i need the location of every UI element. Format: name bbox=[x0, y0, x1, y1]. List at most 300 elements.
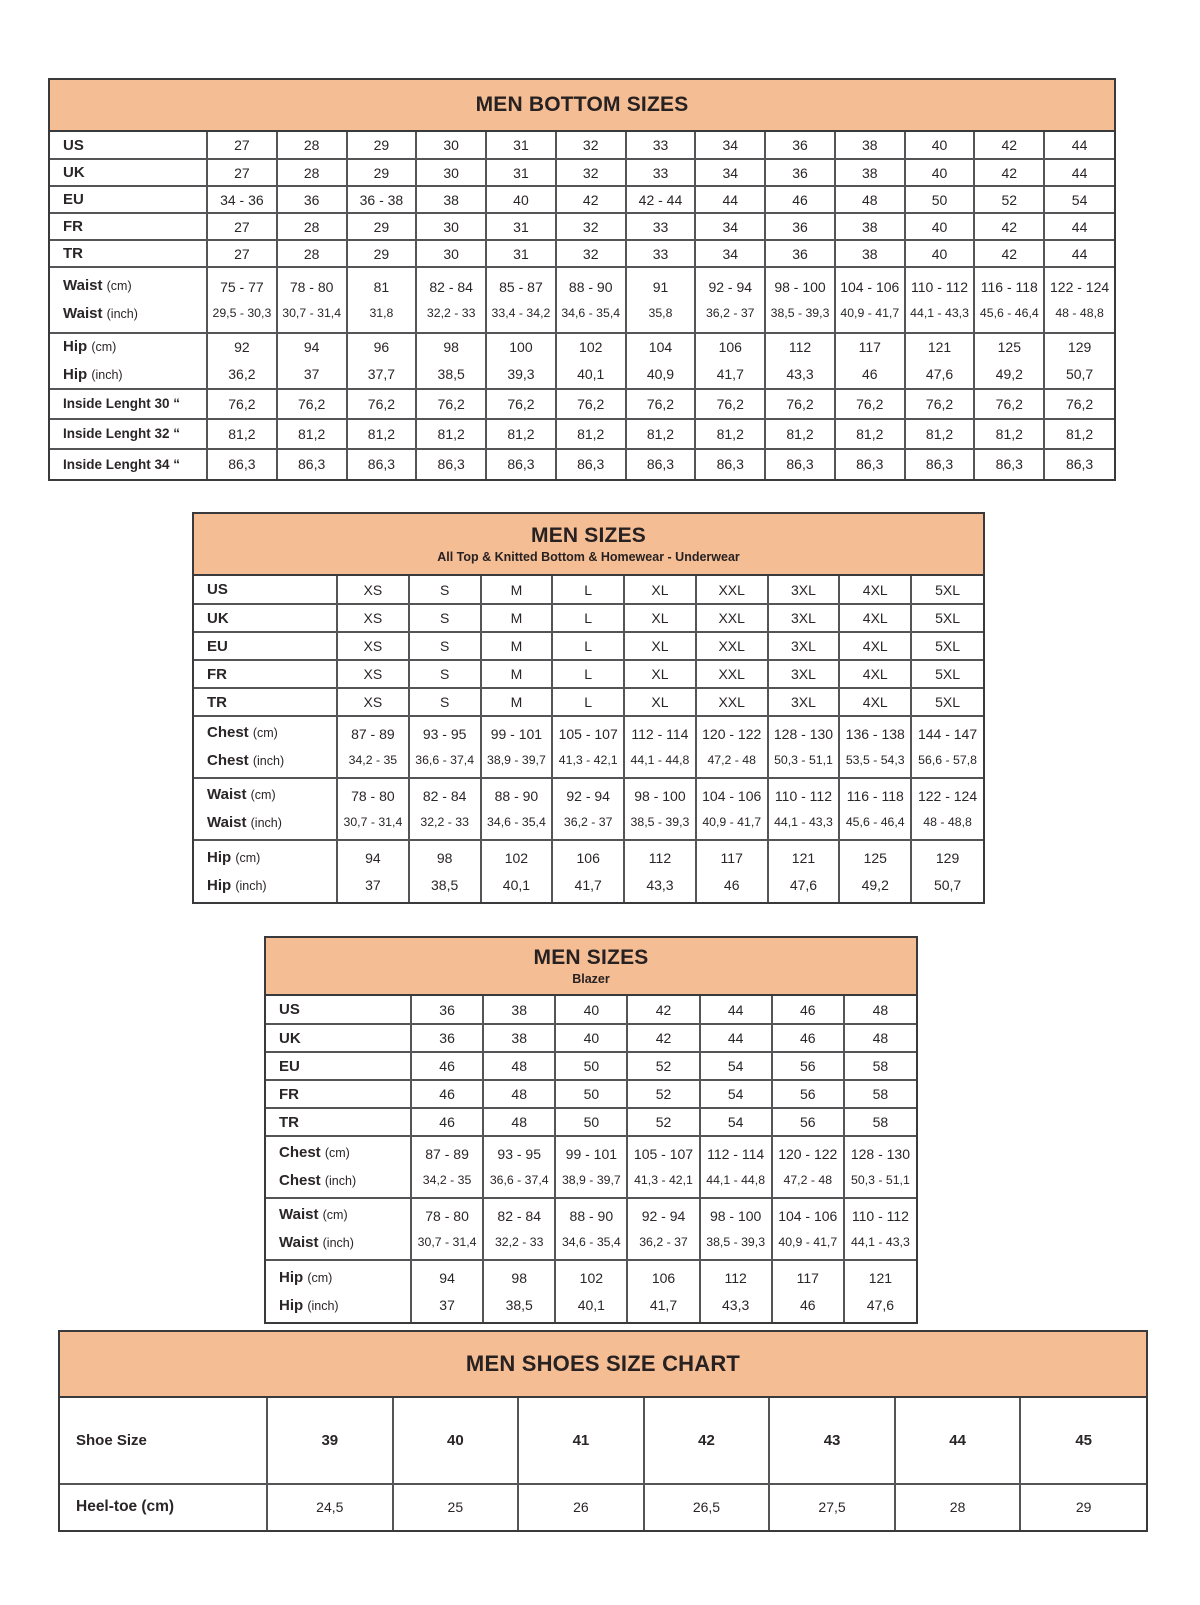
cell: 30 bbox=[416, 213, 486, 240]
cell bbox=[393, 1484, 519, 1530]
table-row bbox=[266, 1260, 916, 1322]
cell bbox=[626, 449, 696, 479]
cell: L bbox=[552, 660, 624, 688]
row-label-unit: (inch) bbox=[252, 754, 285, 768]
cell-value: 44,1 - 44,8 bbox=[630, 752, 690, 767]
cell bbox=[552, 778, 624, 840]
cell bbox=[207, 333, 277, 389]
cell-value: 34,2 - 35 bbox=[348, 752, 398, 767]
cell: 46 bbox=[411, 1080, 483, 1108]
cell-value: 43,3 bbox=[722, 1296, 750, 1313]
table-header bbox=[266, 938, 916, 996]
cell-value: 105 - 107 bbox=[633, 1146, 694, 1163]
cell: 44 bbox=[695, 186, 765, 213]
cell-value: 37,7 bbox=[367, 366, 396, 382]
cell-value: 86,3 bbox=[367, 456, 396, 473]
cell-value: 112 bbox=[648, 849, 672, 866]
cell-value: 36,2 - 37 bbox=[639, 1234, 688, 1249]
cell-value: 93 - 95 bbox=[497, 1146, 541, 1163]
row-label-text: Hip bbox=[207, 876, 232, 894]
cell-value: 30,7 - 31,4 bbox=[417, 1234, 477, 1249]
cell-value: 29,5 - 30,3 bbox=[212, 305, 272, 320]
cell-value: 50,3 - 51,1 bbox=[851, 1172, 910, 1187]
cell-value: 34,6 - 35,4 bbox=[561, 1234, 621, 1249]
cell bbox=[416, 449, 486, 479]
table-row bbox=[50, 333, 1114, 389]
cell-value: 81,2 bbox=[228, 425, 256, 442]
row-label-text: Hip bbox=[207, 848, 232, 866]
cell: 48 bbox=[835, 186, 905, 213]
cell: 58 bbox=[844, 1052, 916, 1080]
cell: XXL bbox=[696, 632, 768, 660]
cell bbox=[1044, 449, 1114, 479]
row-label-unit: (inch) bbox=[106, 307, 138, 321]
table-row bbox=[194, 632, 983, 660]
cell-value: 117 bbox=[796, 1269, 819, 1286]
cell-value: 81,2 bbox=[298, 425, 326, 442]
cell-value: 28 bbox=[949, 1499, 966, 1516]
cell-value: 92 - 94 bbox=[641, 1208, 686, 1225]
cell: 40 bbox=[555, 996, 627, 1024]
row-label: FR bbox=[50, 213, 207, 240]
cell bbox=[481, 716, 553, 778]
cell bbox=[839, 840, 911, 902]
cell: 40 bbox=[905, 159, 975, 186]
cell-value: 46 bbox=[861, 366, 878, 382]
cell-value: 86,3 bbox=[925, 456, 954, 473]
cell: 27 bbox=[207, 132, 277, 159]
cell-value: 41,7 bbox=[649, 1296, 678, 1313]
men-sizes-blazer-table bbox=[264, 936, 918, 1324]
cell bbox=[552, 840, 624, 902]
cell-value: 86,3 bbox=[995, 456, 1023, 473]
cell: 3XL bbox=[768, 604, 840, 632]
cell bbox=[911, 840, 983, 902]
cell-value: 76,2 bbox=[228, 395, 256, 412]
cell: 31 bbox=[486, 132, 556, 159]
cell-value: 120 - 122 bbox=[778, 1146, 838, 1163]
row-label bbox=[266, 1260, 411, 1322]
cell-value: 53,5 - 54,3 bbox=[845, 752, 905, 767]
cell: 34 bbox=[695, 159, 765, 186]
cell-value: 86,3 bbox=[786, 456, 814, 473]
cell: 44 bbox=[895, 1398, 1021, 1484]
cell-value: 106 bbox=[718, 339, 742, 356]
cell: 34 bbox=[695, 240, 765, 267]
cell: XS bbox=[337, 688, 409, 716]
row-label: FR bbox=[266, 1080, 411, 1108]
cell: 33 bbox=[626, 132, 696, 159]
cell: 29 bbox=[347, 159, 417, 186]
cell: M bbox=[481, 632, 553, 660]
row-label: UK bbox=[194, 604, 337, 632]
cell: 43 bbox=[769, 1398, 895, 1484]
table-title: MEN BOTTOM SIZES bbox=[475, 93, 689, 117]
cell: 28 bbox=[277, 132, 347, 159]
cell bbox=[207, 449, 277, 479]
cell: 27 bbox=[207, 159, 277, 186]
cell-value: 92 - 94 bbox=[708, 279, 753, 296]
cell bbox=[552, 716, 624, 778]
cell-value: 94 bbox=[439, 1269, 455, 1286]
size-table bbox=[50, 132, 1114, 479]
table-row bbox=[50, 267, 1114, 333]
cell: 38 bbox=[835, 240, 905, 267]
cell-value: 38,5 bbox=[437, 366, 465, 382]
row-label-unit: (inch) bbox=[324, 1174, 357, 1188]
cell bbox=[556, 267, 626, 333]
cell-value: 94 bbox=[365, 849, 381, 866]
cell-value: 29 bbox=[1075, 1499, 1092, 1516]
cell: 52 bbox=[974, 186, 1044, 213]
cell bbox=[1044, 389, 1114, 419]
cell: XL bbox=[624, 688, 696, 716]
row-label bbox=[50, 389, 207, 419]
cell: 36 bbox=[411, 996, 483, 1024]
cell bbox=[974, 267, 1044, 333]
cell-value: 41,7 bbox=[574, 876, 602, 893]
cell bbox=[277, 267, 347, 333]
row-label-unit: (cm) bbox=[91, 340, 117, 355]
cell-value: 76,2 bbox=[298, 395, 326, 412]
cell-value: 48 - 48,8 bbox=[1055, 305, 1104, 320]
cell-value: 86,3 bbox=[856, 456, 884, 473]
cell-value: 75 - 77 bbox=[220, 279, 264, 296]
cell: 48 bbox=[483, 1108, 555, 1136]
cell: 44 bbox=[1044, 132, 1114, 159]
cell-value: 128 - 130 bbox=[773, 726, 834, 743]
cell: 34 bbox=[695, 213, 765, 240]
cell-value: 56,6 - 57,8 bbox=[918, 752, 977, 767]
cell bbox=[486, 267, 556, 333]
cell-value: 33,4 - 34,2 bbox=[491, 305, 551, 320]
cell: M bbox=[481, 604, 553, 632]
cell: 38 bbox=[835, 159, 905, 186]
cell bbox=[772, 1198, 844, 1260]
row-label bbox=[50, 449, 207, 479]
cell bbox=[768, 716, 840, 778]
table-row bbox=[50, 419, 1114, 449]
cell bbox=[765, 419, 835, 449]
table-row bbox=[60, 1484, 1146, 1530]
cell: 4XL bbox=[839, 576, 911, 604]
row-label-unit: (cm) bbox=[235, 850, 261, 865]
table-row bbox=[50, 449, 1114, 479]
cell bbox=[696, 778, 768, 840]
cell-value: 27,5 bbox=[818, 1499, 846, 1516]
cell: 44 bbox=[700, 1024, 772, 1052]
cell bbox=[974, 419, 1044, 449]
row-label: US bbox=[194, 576, 337, 604]
cell-value: 112 bbox=[788, 339, 812, 356]
cell-value: 136 - 138 bbox=[845, 726, 905, 743]
cell: 42 bbox=[556, 186, 626, 213]
cell bbox=[626, 333, 696, 389]
cell bbox=[207, 389, 277, 419]
cell-value: 38,9 - 39,7 bbox=[561, 1172, 621, 1187]
cell-value: 40,9 - 41,7 bbox=[778, 1234, 838, 1249]
cell bbox=[337, 840, 409, 902]
cell-value: 50,3 - 51,1 bbox=[774, 752, 833, 767]
row-label: FR bbox=[194, 660, 337, 688]
cell bbox=[974, 389, 1044, 419]
cell: 31 bbox=[486, 240, 556, 267]
cell-value: 41,3 - 42,1 bbox=[634, 1172, 693, 1187]
cell-value: 96 bbox=[373, 339, 390, 356]
cell-value: 76,2 bbox=[786, 395, 814, 412]
cell-value: 102 bbox=[579, 1269, 604, 1286]
cell bbox=[905, 267, 975, 333]
table-row bbox=[266, 1108, 916, 1136]
cell-value: 98 - 100 bbox=[634, 788, 686, 805]
cell bbox=[844, 1136, 916, 1198]
cell bbox=[483, 1260, 555, 1322]
row-label-unit: (cm) bbox=[322, 1208, 348, 1223]
table-row bbox=[266, 1024, 916, 1052]
cell: 54 bbox=[700, 1052, 772, 1080]
cell: 42 bbox=[974, 240, 1044, 267]
cell: 54 bbox=[700, 1108, 772, 1136]
cell bbox=[337, 778, 409, 840]
cell-value: 45,6 - 46,4 bbox=[845, 814, 905, 829]
table-row bbox=[266, 1052, 916, 1080]
cell: 42 - 44 bbox=[626, 186, 696, 213]
cell: XS bbox=[337, 604, 409, 632]
cell: XXL bbox=[696, 576, 768, 604]
cell-value: 81,2 bbox=[716, 425, 744, 442]
row-label bbox=[194, 840, 337, 902]
cell-value: 76,2 bbox=[367, 395, 396, 412]
cell-value: 129 bbox=[935, 849, 960, 866]
cell: 56 bbox=[772, 1080, 844, 1108]
cell-value: 102 bbox=[504, 849, 529, 866]
cell-value: 38,5 - 39,3 bbox=[706, 1234, 766, 1249]
table-row bbox=[194, 604, 983, 632]
cell bbox=[974, 449, 1044, 479]
cell-value: 82 - 84 bbox=[497, 1208, 541, 1225]
cell bbox=[556, 389, 626, 419]
cell-value: 37 bbox=[365, 876, 381, 893]
cell-value: 47,2 - 48 bbox=[783, 1172, 833, 1187]
cell-value: 36,2 - 37 bbox=[563, 814, 613, 829]
cell bbox=[277, 333, 347, 389]
cell: 38 bbox=[483, 1024, 555, 1052]
cell bbox=[347, 389, 417, 419]
cell: L bbox=[552, 688, 624, 716]
table-row bbox=[194, 840, 983, 902]
row-label-text: Waist bbox=[63, 305, 103, 322]
cell bbox=[409, 716, 481, 778]
cell: 36 - 38 bbox=[347, 186, 417, 213]
cell: 5XL bbox=[911, 604, 983, 632]
cell-value: 104 bbox=[648, 339, 673, 356]
cell: 36 bbox=[765, 132, 835, 159]
cell bbox=[700, 1260, 772, 1322]
cell: XS bbox=[337, 632, 409, 660]
cell bbox=[844, 1198, 916, 1260]
cell: 27 bbox=[207, 240, 277, 267]
cell-value: 47,6 bbox=[789, 876, 818, 893]
cell-value: 30,7 - 31,4 bbox=[282, 305, 342, 320]
cell-value: 39,3 bbox=[507, 366, 535, 382]
table-row bbox=[194, 660, 983, 688]
cell bbox=[905, 389, 975, 419]
cell-value: 40,9 bbox=[646, 366, 675, 382]
cell-value: 38,5 bbox=[431, 876, 459, 893]
row-label: US bbox=[266, 996, 411, 1024]
cell bbox=[911, 716, 983, 778]
cell bbox=[556, 333, 626, 389]
cell: 36 bbox=[765, 159, 835, 186]
cell bbox=[844, 1260, 916, 1322]
cell-value: 47,6 bbox=[866, 1296, 895, 1313]
cell: 52 bbox=[627, 1108, 699, 1136]
row-label bbox=[50, 419, 207, 449]
cell: 56 bbox=[772, 1108, 844, 1136]
table-row bbox=[194, 576, 983, 604]
cell bbox=[905, 449, 975, 479]
cell: 39 bbox=[267, 1398, 393, 1484]
cell: 46 bbox=[765, 186, 835, 213]
cell-value: 44,1 - 43,3 bbox=[910, 305, 969, 320]
cell: 40 bbox=[393, 1398, 519, 1484]
cell: 32 bbox=[556, 213, 626, 240]
cell: 5XL bbox=[911, 576, 983, 604]
cell: 48 bbox=[483, 1052, 555, 1080]
cell: 48 bbox=[844, 1024, 916, 1052]
cell: 41 bbox=[518, 1398, 644, 1484]
cell-value: 47,6 bbox=[925, 366, 954, 382]
cell-value: 41,3 - 42,1 bbox=[558, 752, 618, 767]
size-table bbox=[60, 1398, 1146, 1530]
cell-value: 122 - 124 bbox=[917, 788, 978, 805]
cell bbox=[835, 389, 905, 419]
table-row bbox=[194, 688, 983, 716]
cell: 46 bbox=[411, 1108, 483, 1136]
row-label: US bbox=[50, 132, 207, 159]
cell: 33 bbox=[626, 159, 696, 186]
cell: 42 bbox=[974, 159, 1044, 186]
table-header bbox=[60, 1332, 1146, 1398]
row-label-unit: (inch) bbox=[307, 1298, 339, 1313]
cell: 32 bbox=[556, 159, 626, 186]
cell-value: 128 - 130 bbox=[850, 1146, 910, 1163]
cell-value: 30,7 - 31,4 bbox=[343, 814, 403, 829]
cell: 56 bbox=[772, 1052, 844, 1080]
cell: 29 bbox=[347, 132, 417, 159]
cell-value: 98 - 100 bbox=[709, 1208, 762, 1225]
cell: 42 bbox=[627, 996, 699, 1024]
cell-value: 40,1 bbox=[502, 876, 531, 893]
cell bbox=[486, 449, 556, 479]
cell-value: 48 - 48,8 bbox=[923, 814, 972, 829]
cell bbox=[277, 449, 347, 479]
cell-value: 110 - 112 bbox=[910, 279, 969, 296]
cell-value: 78 - 80 bbox=[289, 279, 334, 296]
cell-value: 41,7 bbox=[716, 366, 744, 382]
table-row bbox=[50, 240, 1114, 267]
row-label-text: Chest bbox=[279, 1144, 321, 1162]
cell: 42 bbox=[974, 132, 1044, 159]
cell-value: 106 bbox=[576, 849, 600, 866]
cell: 46 bbox=[772, 996, 844, 1024]
cell: 54 bbox=[700, 1080, 772, 1108]
cell: 50 bbox=[905, 186, 975, 213]
cell-value: 49,2 bbox=[861, 876, 889, 893]
cell: 36 bbox=[765, 213, 835, 240]
cell: 30 bbox=[416, 159, 486, 186]
cell bbox=[416, 389, 486, 419]
table-row bbox=[194, 716, 983, 778]
cell bbox=[555, 1136, 627, 1198]
row-label-unit: (inch) bbox=[322, 1236, 354, 1250]
cell-value: 81,2 bbox=[437, 425, 465, 442]
cell: L bbox=[552, 604, 624, 632]
cell: XL bbox=[624, 632, 696, 660]
cell: S bbox=[409, 660, 481, 688]
cell-value: 86,3 bbox=[577, 456, 605, 473]
cell-value: 102 bbox=[579, 339, 603, 356]
cell-value: 81,2 bbox=[1065, 425, 1094, 442]
cell: 36 bbox=[765, 240, 835, 267]
cell-value: 36,6 - 37,4 bbox=[415, 752, 475, 767]
cell: 40 bbox=[555, 1024, 627, 1052]
cell-value: 81,2 bbox=[577, 425, 605, 442]
cell-value: 46 bbox=[799, 1296, 816, 1313]
row-label-unit: (cm) bbox=[106, 279, 132, 294]
cell bbox=[695, 267, 765, 333]
row-label bbox=[50, 267, 207, 333]
cell bbox=[695, 419, 765, 449]
cell-value: 76,2 bbox=[646, 395, 675, 412]
cell bbox=[486, 419, 556, 449]
table-row bbox=[50, 389, 1114, 419]
cell-value: 50,7 bbox=[1065, 366, 1094, 382]
cell-value: 92 - 94 bbox=[566, 788, 610, 805]
cell-value: 82 - 84 bbox=[429, 279, 473, 296]
cell-value: 76,2 bbox=[925, 395, 954, 412]
cell-value: 34,6 - 35,4 bbox=[487, 814, 546, 829]
cell-value: 88 - 90 bbox=[569, 1208, 614, 1225]
cell bbox=[835, 449, 905, 479]
cell bbox=[555, 1198, 627, 1260]
cell: L bbox=[552, 576, 624, 604]
cell-value: 76,2 bbox=[507, 395, 535, 412]
row-label-text: Hip bbox=[279, 1268, 304, 1286]
cell: S bbox=[409, 576, 481, 604]
cell: 52 bbox=[627, 1052, 699, 1080]
cell: M bbox=[481, 576, 553, 604]
cell: 45 bbox=[1020, 1398, 1146, 1484]
cell-value: 81,2 bbox=[995, 425, 1023, 442]
table-row bbox=[50, 213, 1114, 240]
row-label-text: Hip bbox=[63, 338, 88, 356]
cell: 4XL bbox=[839, 604, 911, 632]
cell: 3XL bbox=[768, 660, 840, 688]
row-label: EU bbox=[50, 186, 207, 213]
cell bbox=[644, 1484, 770, 1530]
cell-value: 100 bbox=[509, 339, 533, 356]
cell: 28 bbox=[277, 159, 347, 186]
cell bbox=[277, 419, 347, 449]
cell: 50 bbox=[555, 1080, 627, 1108]
cell bbox=[627, 1198, 699, 1260]
row-label-text: Hip bbox=[63, 366, 88, 383]
cell bbox=[1044, 267, 1114, 333]
cell: 54 bbox=[1044, 186, 1114, 213]
men-bottom-sizes-table bbox=[48, 78, 1116, 481]
cell-value: 87 - 89 bbox=[351, 726, 395, 743]
